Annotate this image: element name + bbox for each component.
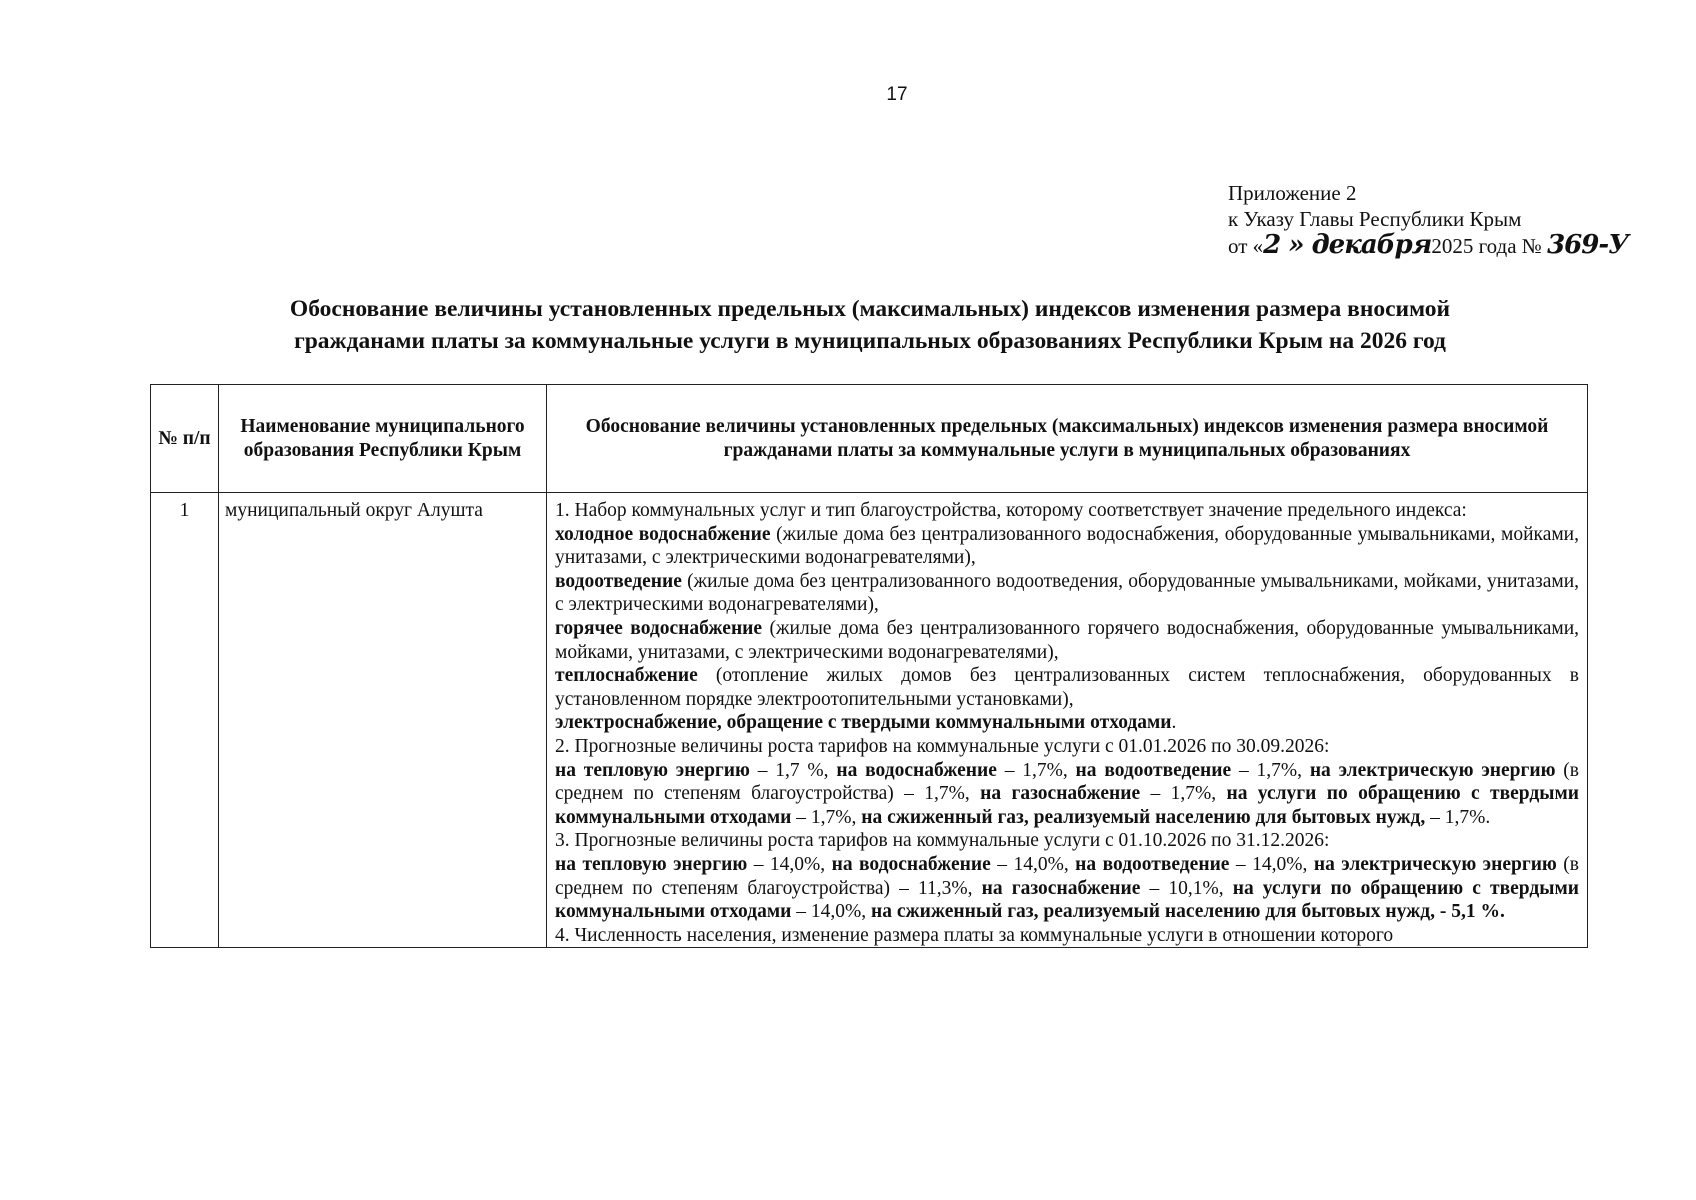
date-prefix: от «: [1228, 234, 1264, 258]
p1-heating: теплоснабжение (отопление жилых домов без централизованных систем теплоснабжения, оборудованных в установленном порядке электроотопительными установками),: [555, 665, 1579, 710]
row-num: 1: [151, 493, 219, 948]
row-justification: [547, 493, 1588, 948]
appendix-date-line: [1228, 232, 1628, 259]
p1-sewerage: водоотведение (жилые дома без централизованного водоотведения, оборудованные умывальниками, мойками, унитазами, с электрическими водонагревателями),: [555, 570, 1579, 616]
p4-intro: 4. Численность населения, изменение размера платы за коммунальные услуги в отношении которого: [555, 924, 1394, 946]
row-municipality: муниципальный округ Алушта: [219, 493, 547, 948]
header-justification: Обоснование величины установленных предельных (максимальных) индексов изменения размера вносимой гражданами платы за коммунальные услуги в муниципальных образованиях: [547, 385, 1588, 493]
table-row: [151, 493, 1588, 948]
header-municipality: Наименование муниципального образования Республики Крым: [219, 385, 547, 493]
justification-table: [150, 384, 1588, 948]
appendix-block: [1228, 180, 1628, 259]
p2-intro: 2. Прогнозные величины роста тарифов на коммунальные услуги с 01.01.2026 по 30.09.2026:: [555, 735, 1330, 757]
title-line-2: гражданами платы за коммунальные услуги в муниципальных образованиях Республики Крым на 2026 год: [294, 328, 1446, 354]
appendix-title: Приложение 2: [1228, 181, 1357, 205]
p3-intro: 3. Прогнозные величины роста тарифов на коммунальные услуги с 01.10.2026 по 31.12.2026:: [555, 830, 1330, 852]
title-line-1: Обоснование величины установленных предельных (максимальных) индексов изменения размера вносимой: [289, 296, 1451, 322]
appendix-decree: к Указу Главы Республики Крым: [1228, 207, 1522, 231]
p1-electricity-waste: электроснабжение, обращение с твердыми коммунальными отходами.: [555, 712, 1177, 734]
header-num: № п/п: [151, 385, 219, 493]
p1-intro: 1. Набор коммунальных услуг и тип благоустройства, которому соответствует значение предельного индекса:: [555, 500, 1467, 521]
page-number: 17: [886, 84, 908, 105]
document-title: [150, 293, 1590, 357]
table-header-row: [151, 385, 1588, 493]
handwritten-date: 2 » декабря: [1263, 230, 1432, 260]
p1-hot-water: горячее водоснабжение (жилые дома без централизованного горячего водоснабжения, оборудованные умывальниками, мойками, унитазами, с электрическими водонагревателями),: [555, 617, 1580, 663]
p1-cold-water: холодное водоснабжение (жилые дома без централизованного водоснабжения, оборудованные умывальниками, мойками, унитазами, с электрическими водонагревателями),: [555, 523, 1579, 569]
date-suffix: 2025 года №: [1431, 234, 1542, 258]
p3-rates: на тепловую энергию – 14,0%, на водоснабжение – 14,0%, на водоотведение – 14,0%, на электрическую энергию (в среднем по степеням благоустройства) – 11,3%, на газоснабжение – 10,1%, на услуги по обращению с твердыми коммунальными отходами – 14,0%, на сжиженный газ, реализуемый населению для бытовых нужд, - 5,1 %.: [555, 853, 1579, 923]
handwritten-number: 369-У: [1547, 230, 1629, 260]
p2-rates: на тепловую энергию – 1,7 %, на водоснабжение – 1,7%, на водоотведение – 1,7%, на электрическую энергию (в среднем по степеням благоустройства) – 1,7%, на газоснабжение – 1,7%, на услуги по обращению с твердыми коммунальными отходами – 1,7%, на сжиженный газ, реализуемый населению для бытовых нужд, – 1,7%.: [555, 759, 1580, 828]
